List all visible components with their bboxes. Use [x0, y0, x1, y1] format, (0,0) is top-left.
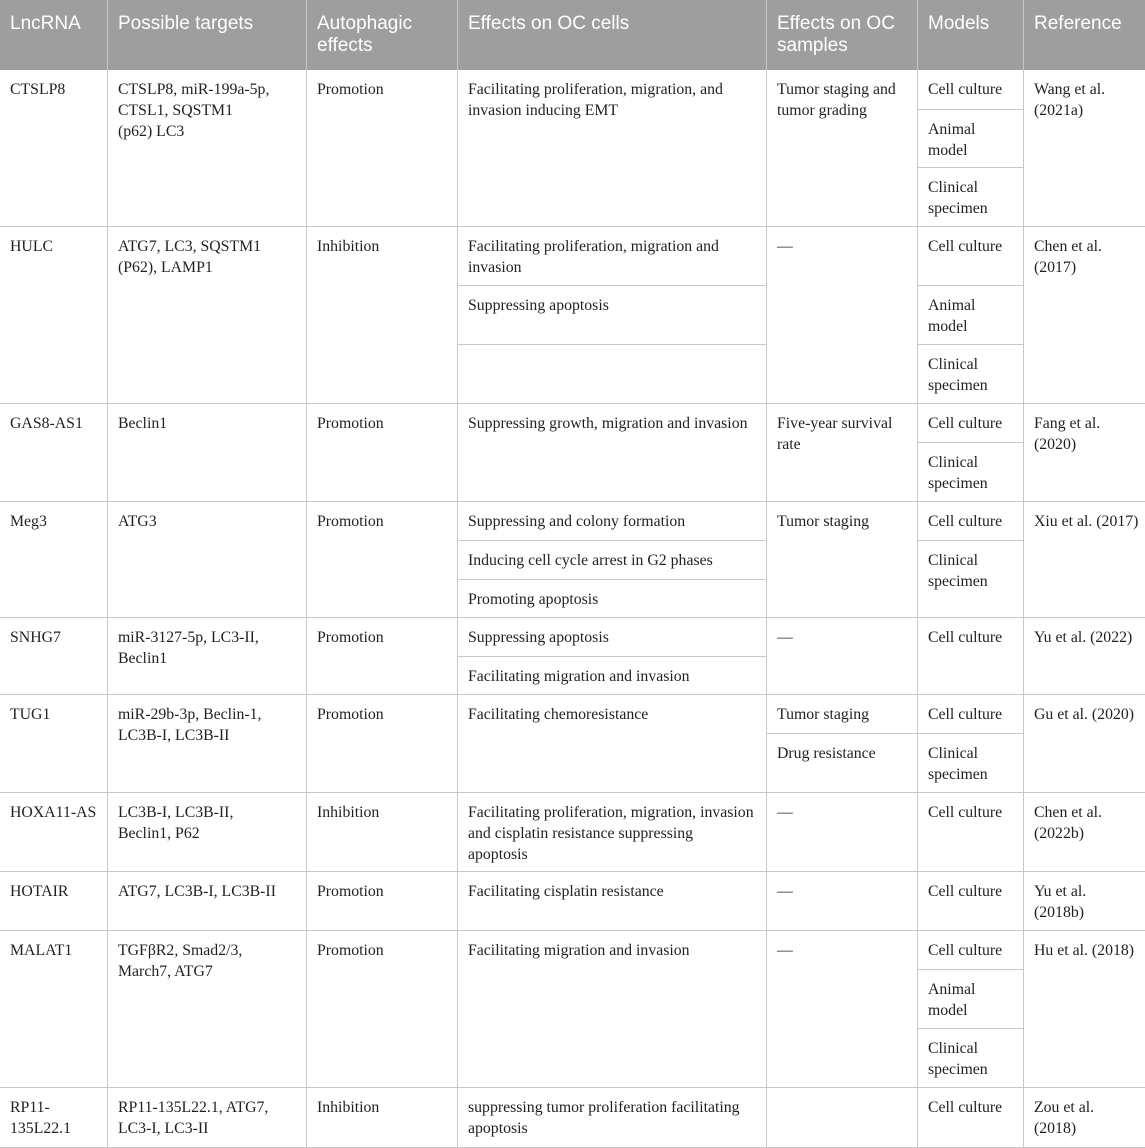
model: Cell culture [918, 404, 1024, 443]
effect-on-oc-samples: — [767, 227, 918, 404]
effect-on-oc-samples: Tumor staging and tumor grading [767, 70, 918, 227]
header-reference: Reference [1024, 0, 1145, 70]
effect-on-oc-samples: Tumor staging [767, 695, 918, 734]
model: Animal model [918, 970, 1024, 1029]
autophagic-effect: Promotion [307, 695, 458, 793]
reference: Chen et al. (2017) [1024, 227, 1145, 404]
header-effects-on-oc-cells: Effects on OC cells [458, 0, 767, 70]
lncrna-name: HULC [0, 227, 108, 404]
empty-cell [458, 345, 767, 404]
effect-on-oc-cells: Suppressing growth, migration and invasion [458, 404, 767, 502]
reference: Wang et al. (2021a) [1024, 70, 1145, 227]
effect-on-oc-cells: Facilitating proliferation, migration, and invasion inducing EMT [458, 70, 767, 227]
effect-on-oc-cells: Suppressing apoptosis [458, 286, 767, 345]
model: Clinical specimen [918, 1029, 1024, 1088]
autophagic-effect: Promotion [307, 872, 458, 931]
model: Cell culture [918, 227, 1024, 286]
reference: Yu et al. (2022) [1024, 618, 1145, 695]
possible-targets: ATG3 [108, 502, 307, 618]
possible-targets: LC3B-I, LC3B-II, Beclin1, P62 [108, 793, 307, 872]
header-models: Models [918, 0, 1024, 70]
reference: Hu et al. (2018) [1024, 931, 1145, 1088]
lncrna-name: HOTAIR [0, 872, 108, 931]
effect-on-oc-samples: — [767, 872, 918, 931]
lncrna-name: SNHG7 [0, 618, 108, 695]
reference: Yu et al. (2018b) [1024, 872, 1145, 931]
possible-targets: ATG7, LC3, SQSTM1 (P62), LAMP1 [108, 227, 307, 404]
model: Cell culture [918, 1088, 1024, 1148]
effect-on-oc-cells: Promoting apoptosis [458, 580, 767, 618]
model: Clinical specimen [918, 541, 1024, 618]
lncrna-name: RP11- 135L22.1 [0, 1088, 108, 1148]
effect-on-oc-cells: suppressing tumor proliferation facilitating apoptosis [458, 1088, 767, 1148]
effect-on-oc-samples: — [767, 931, 918, 1088]
possible-targets: miR-3127-5p, LC3-II, Beclin1 [108, 618, 307, 695]
effect-on-oc-samples: Tumor staging [767, 502, 918, 618]
possible-targets: CTSLP8, miR-199a-5p, CTSL1, SQSTM1 (p62) LC3 [108, 70, 307, 227]
model: Animal model [918, 286, 1024, 345]
possible-targets: miR-29b-3p, Beclin-1, LC3B-I, LC3B-II [108, 695, 307, 793]
lncrna-name: Meg3 [0, 502, 108, 618]
autophagic-effect: Promotion [307, 618, 458, 695]
autophagic-effect: Inhibition [307, 1088, 458, 1148]
lncrna-name: HOXA11-AS [0, 793, 108, 872]
reference: Fang et al. (2020) [1024, 404, 1145, 502]
reference: Gu et al. (2020) [1024, 695, 1145, 793]
header-effects-on-oc-samples: Effects on OC samples [767, 0, 918, 70]
model: Clinical specimen [918, 168, 1024, 227]
effect-on-oc-cells: Suppressing and colony formation [458, 502, 767, 541]
possible-targets: RP11-135L22.1, ATG7, LC3-I, LC3-II [108, 1088, 307, 1148]
effect-on-oc-cells: Facilitating chemoresistance [458, 695, 767, 793]
header-possible-targets: Possible targets [108, 0, 307, 70]
effect-on-oc-cells: Facilitating proliferation, migration and invasion [458, 227, 767, 286]
reference: Chen et al. (2022b) [1024, 793, 1145, 872]
lncrna-name: TUG1 [0, 695, 108, 793]
lncrna-name: MALAT1 [0, 931, 108, 1088]
reference: Zou et al. (2018) [1024, 1088, 1145, 1148]
lncrna-name: GAS8-AS1 [0, 404, 108, 502]
empty-cell [767, 1088, 918, 1148]
effect-on-oc-samples: Drug resistance [767, 734, 918, 793]
autophagic-effect: Promotion [307, 70, 458, 227]
model: Cell culture [918, 695, 1024, 734]
model: Cell culture [918, 793, 1024, 872]
header-autophagic-effects: Autophagic effects [307, 0, 458, 70]
effect-on-oc-cells: Suppressing apoptosis [458, 618, 767, 657]
model: Clinical specimen [918, 734, 1024, 793]
autophagic-effect: Promotion [307, 931, 458, 1088]
autophagic-effect: Inhibition [307, 793, 458, 872]
effect-on-oc-cells: Facilitating migration and invasion [458, 931, 767, 1088]
possible-targets: Beclin1 [108, 404, 307, 502]
model: Cell culture [918, 502, 1024, 541]
effect-on-oc-samples: Five-year survival rate [767, 404, 918, 502]
header-lncrna: LncRNA [0, 0, 108, 70]
effect-on-oc-samples: — [767, 618, 918, 695]
model: Cell culture [918, 931, 1024, 970]
lncrna-name: CTSLP8 [0, 70, 108, 227]
effect-on-oc-samples: — [767, 793, 918, 872]
model: Cell culture [918, 70, 1024, 110]
autophagic-effect: Promotion [307, 404, 458, 502]
model: Clinical specimen [918, 345, 1024, 404]
effect-on-oc-cells: Facilitating cisplatin resistance [458, 872, 767, 931]
model: Animal model [918, 110, 1024, 168]
possible-targets: TGFβR2, Smad2/3, March7, ATG7 [108, 931, 307, 1088]
autophagic-effect: Inhibition [307, 227, 458, 404]
reference: Xiu et al. (2017) [1024, 502, 1145, 618]
effect-on-oc-cells: Facilitating migration and invasion [458, 657, 767, 695]
effect-on-oc-cells: Inducing cell cycle arrest in G2 phases [458, 541, 767, 580]
autophagic-effect: Promotion [307, 502, 458, 618]
model: Cell culture [918, 618, 1024, 695]
model: Clinical specimen [918, 443, 1024, 502]
possible-targets: ATG7, LC3B-I, LC3B-II [108, 872, 307, 931]
effect-on-oc-cells: Facilitating proliferation, migration, invasion and cisplatin resistance suppressing apoptosis [458, 793, 767, 872]
model: Cell culture [918, 872, 1024, 931]
